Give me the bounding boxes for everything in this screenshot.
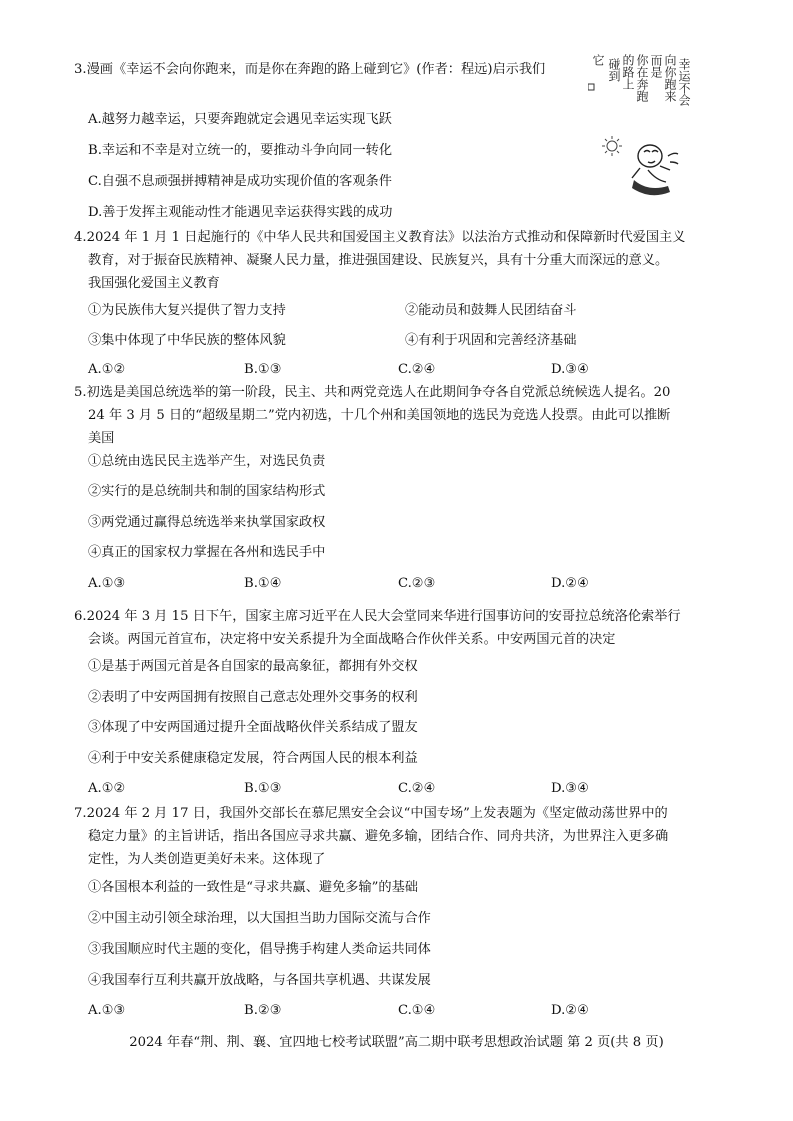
q4-item-4: ④有利于巩固和完善经济基础	[405, 333, 577, 348]
q5-stem-line2: 24 年 3 月 5 日的“超级星期二”党内初选，十几个州和美国领地的选民为竞选人投票。由此可以推断	[88, 408, 671, 423]
q6-stem-line2: 会谈。两国元首宣布，决定将中安关系提升为全面战略合作伙伴关系。中安两国元首的决定	[88, 632, 616, 647]
q7-stem-line1: 7.2024 年 2 月 17 日，我国外交部长在慕尼黑安全会议“中国专场”上发表题为《坚定做动荡世界中的	[74, 806, 668, 821]
q6-choice-b: B.①③	[244, 781, 282, 796]
q4-choice-b: B.①③	[244, 362, 282, 377]
q7-item-1: ①各国根本利益的一致性是“寻求共赢、避免多输”的基础	[88, 880, 418, 895]
q4-choice-a: A.①②	[88, 362, 126, 377]
page-footer: 2024 年春“荆、荆、襄、宜四地七校考试联盟”高二期中联考思想政治试题 第 2 页(共 8 页)	[129, 1035, 664, 1050]
cartoon-text-col1: 幸运不会	[677, 58, 691, 106]
cartoon-text-col4: 你在奔跑	[635, 54, 649, 102]
q3-stem: 3.漫画《幸运不会向你跑来，而是你在奔跑的路上碰到它》(作者：程远)启示我们	[74, 62, 546, 77]
cartoon-illustration	[588, 46, 698, 206]
q4-item-2: ②能动员和鼓舞人民团结奋斗	[405, 303, 577, 318]
q4-item-3: ③集中体现了中华民族的整体风貌	[88, 333, 286, 348]
q6-item-4: ④利于中安关系健康稳定发展，符合两国人民的根本利益	[88, 751, 418, 766]
q3-option-a: A.越努力越幸运，只要奔跑就定会遇见幸运实现飞跃	[88, 112, 392, 127]
q3-option-c: C.自强不息顽强拼搏精神是成功实现价值的客观条件	[88, 174, 392, 189]
cartoon-text-col6: 碰到	[607, 58, 621, 82]
q3-option-b: B.幸运和不幸是对立统一的，要推动斗争向同一转化	[88, 143, 393, 158]
q5-stem-line3: 美国	[88, 431, 115, 446]
q5-item-4: ④真正的国家权力掌握在各州和选民手中	[88, 545, 326, 560]
q7-choice-a: A.①③	[88, 1003, 126, 1018]
q7-stem-line3: 定性，为人类创造更美好未来。这体现了	[88, 852, 326, 867]
q7-stem-line2: 稳定力量》的主旨讲话，指出各国应寻求共赢、避免多输，团结合作、同舟共济，为世界注入更多确	[88, 829, 669, 844]
q5-item-2: ②实行的是总统制共和制的国家结构形式	[88, 484, 326, 499]
q3-option-d: D.善于发挥主观能动性才能遇见幸运获得实践的成功	[88, 205, 393, 220]
q5-stem-line1: 5.初选是美国总统选举的第一阶段，民主、共和两党竞选人在此期间争夺各自党派总统候选人提名。20	[74, 385, 671, 400]
cartoon-text-col7: 它	[591, 54, 605, 66]
q7-item-4: ④我国奉行互利共赢开放战略，与各国共享机遇、共谋发展	[88, 973, 431, 988]
cartoon-text-col5: 的路上	[621, 54, 635, 90]
q6-item-1: ①是基于两国元首是各自国家的最高象征，都拥有外交权	[88, 659, 418, 674]
q6-choice-c: C.②④	[398, 781, 436, 796]
q5-choice-b: B.①④	[244, 576, 282, 591]
q5-choice-a: A.①③	[88, 576, 126, 591]
q4-choice-c: C.②④	[398, 362, 436, 377]
q7-choice-d: D.②④	[551, 1003, 589, 1018]
q6-item-3: ③体现了中安两国通过提升全面战略伙伴关系结成了盟友	[88, 720, 418, 735]
q4-stem-line1: 4.2024 年 1 月 1 日起施行的《中华人民共和国爱国主义教育法》以法治方式推动和保障新时代爱国主义	[74, 230, 686, 245]
q7-item-3: ③我国顺应时代主题的变化，倡导携手构建人类命运共同体	[88, 942, 431, 957]
q6-choice-d: D.③④	[551, 781, 589, 796]
q7-choice-b: B.②③	[244, 1003, 282, 1018]
q4-choice-d: D.③④	[551, 362, 589, 377]
q7-item-2: ②中国主动引领全球治理，以大国担当助力国际交流与合作	[88, 911, 431, 926]
q4-item-1: ①为民族伟大复兴提供了智力支持	[88, 303, 286, 318]
q6-stem-line1: 6.2024 年 3 月 15 日下午，国家主席习近平在人民大会堂同来华进行国事访问的安哥拉总统洛伦索举行	[74, 609, 681, 624]
cartoon-text-col3: 而是	[649, 54, 663, 78]
q5-choice-c: C.②③	[398, 576, 436, 591]
cartoon-text-col2: 向你跑来	[663, 54, 677, 102]
q6-item-2: ②表明了中安两国拥有按照自己意志处理外交事务的权利	[88, 690, 418, 705]
q6-choice-a: A.①②	[88, 781, 126, 796]
q7-choice-c: C.①④	[398, 1003, 436, 1018]
q4-stem-line2: 教育，对于振奋民族精神、凝聚人民力量，推进强国建设、民族复兴，具有十分重大而深远的意义。	[88, 253, 669, 268]
q5-item-1: ①总统由选民民主选举产生，对选民负责	[88, 454, 326, 469]
q4-stem-line3: 我国强化爱国主义教育	[88, 276, 220, 291]
q5-item-3: ③两党通过赢得总统选举来执掌国家政权	[88, 515, 326, 530]
q5-choice-d: D.②④	[551, 576, 589, 591]
